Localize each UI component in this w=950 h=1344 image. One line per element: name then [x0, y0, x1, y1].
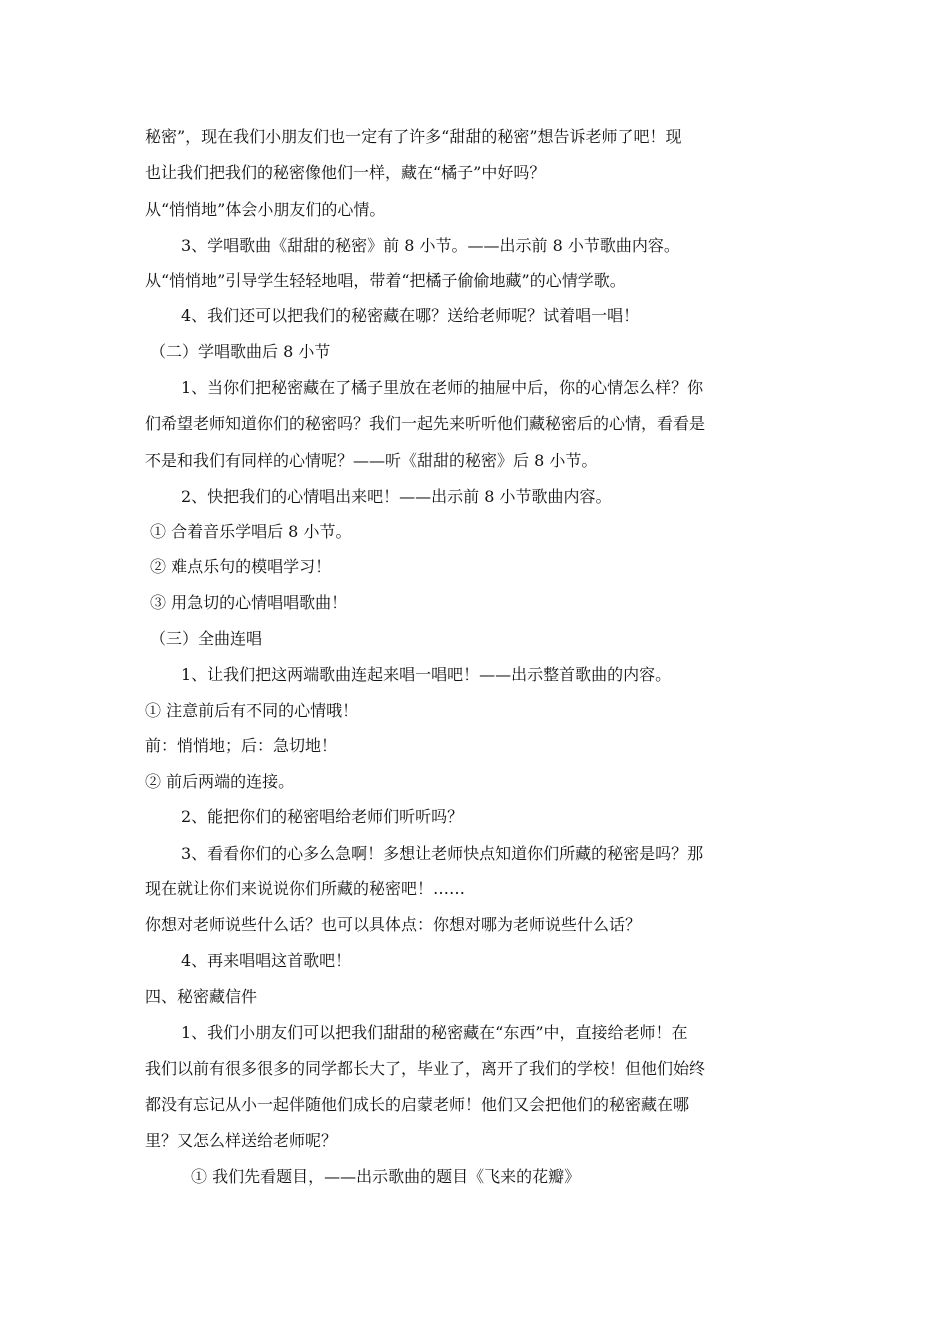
- text-line: 4、我们还可以把我们的秘密藏在哪？送给老师呢？试着唱一唱！: [181, 306, 640, 325]
- text-line: 现在就让你们来说说你们所藏的秘密吧！……: [145, 879, 466, 898]
- list-item: ① 合着音乐学唱后 8 小节。: [150, 522, 352, 541]
- list-item: ① 注意前后有不同的心情哦！: [145, 701, 359, 720]
- section-heading: （二）学唱歌曲后 8 小节: [150, 342, 331, 361]
- text-line: 3、看看你们的心多么急啊！多想让老师快点知道你们所藏的秘密是吗？那: [181, 844, 704, 863]
- section-heading: （三）全曲连唱: [150, 629, 263, 648]
- list-item: ② 前后两端的连接。: [145, 772, 295, 791]
- text-line: 从“悄悄地”体会小朋友们的心情。: [145, 200, 386, 219]
- text-line: 1、当你们把秘密藏在了橘子里放在老师的抽屉中后，你的心情怎么样？你: [181, 378, 704, 397]
- text-line: 从“悄悄地”引导学生轻轻地唱，带着“把橘子偷偷地藏”的心情学歌。: [145, 271, 626, 290]
- text-line: 3、学唱歌曲《甜甜的秘密》前 8 小节。——出示前 8 小节歌曲内容。: [181, 236, 680, 255]
- text-line: 1、让我们把这两端歌曲连起来唱一唱吧！——出示整首歌曲的内容。: [181, 665, 672, 684]
- text-line: 里？又怎么样送给老师呢？: [145, 1131, 338, 1150]
- text-line: 秘密”，现在我们小朋友们也一定有了许多“甜甜的秘密”想告诉老师了吧！现: [145, 127, 682, 146]
- list-item: ② 难点乐句的模唱学习！: [150, 557, 332, 576]
- text-line: 们希望老师知道你们的秘密吗？我们一起先来听听他们藏秘密后的心情，看看是: [145, 414, 706, 433]
- text-line: 1、我们小朋友们可以把我们甜甜的秘密藏在“东西”中，直接给老师！在: [181, 1023, 688, 1042]
- text-line: 4、再来唱唱这首歌吧！: [181, 951, 352, 970]
- text-line: 你想对老师说些什么话？也可以具体点：你想对哪为老师说些什么话？: [145, 915, 642, 934]
- text-line: 2、能把你们的秘密唱给老师们听听吗？: [181, 807, 464, 826]
- text-line: 2、快把我们的心情唱出来吧！——出示前 8 小节歌曲内容。: [181, 487, 612, 506]
- text-line: 都没有忘记从小一起伴随他们成长的启蒙老师！他们又会把他们的秘密藏在哪: [145, 1095, 690, 1114]
- text-line: 我们以前有很多很多的同学都长大了，毕业了，离开了我们的学校！但他们始终: [145, 1059, 706, 1078]
- section-heading: 四、秘密藏信件: [145, 987, 258, 1006]
- list-item: ① 我们先看题目，——出示歌曲的题目《飞来的花瓣》: [191, 1167, 581, 1186]
- list-item: ③ 用急切的心情唱唱歌曲！: [150, 593, 348, 612]
- text-line: 不是和我们有同样的心情呢？——听《甜甜的秘密》后 8 小节。: [145, 451, 598, 470]
- text-line: 也让我们把我们的秘密像他们一样，藏在“橘子”中好吗？: [145, 163, 546, 182]
- text-line: 前：悄悄地；后：急切地！: [145, 736, 338, 755]
